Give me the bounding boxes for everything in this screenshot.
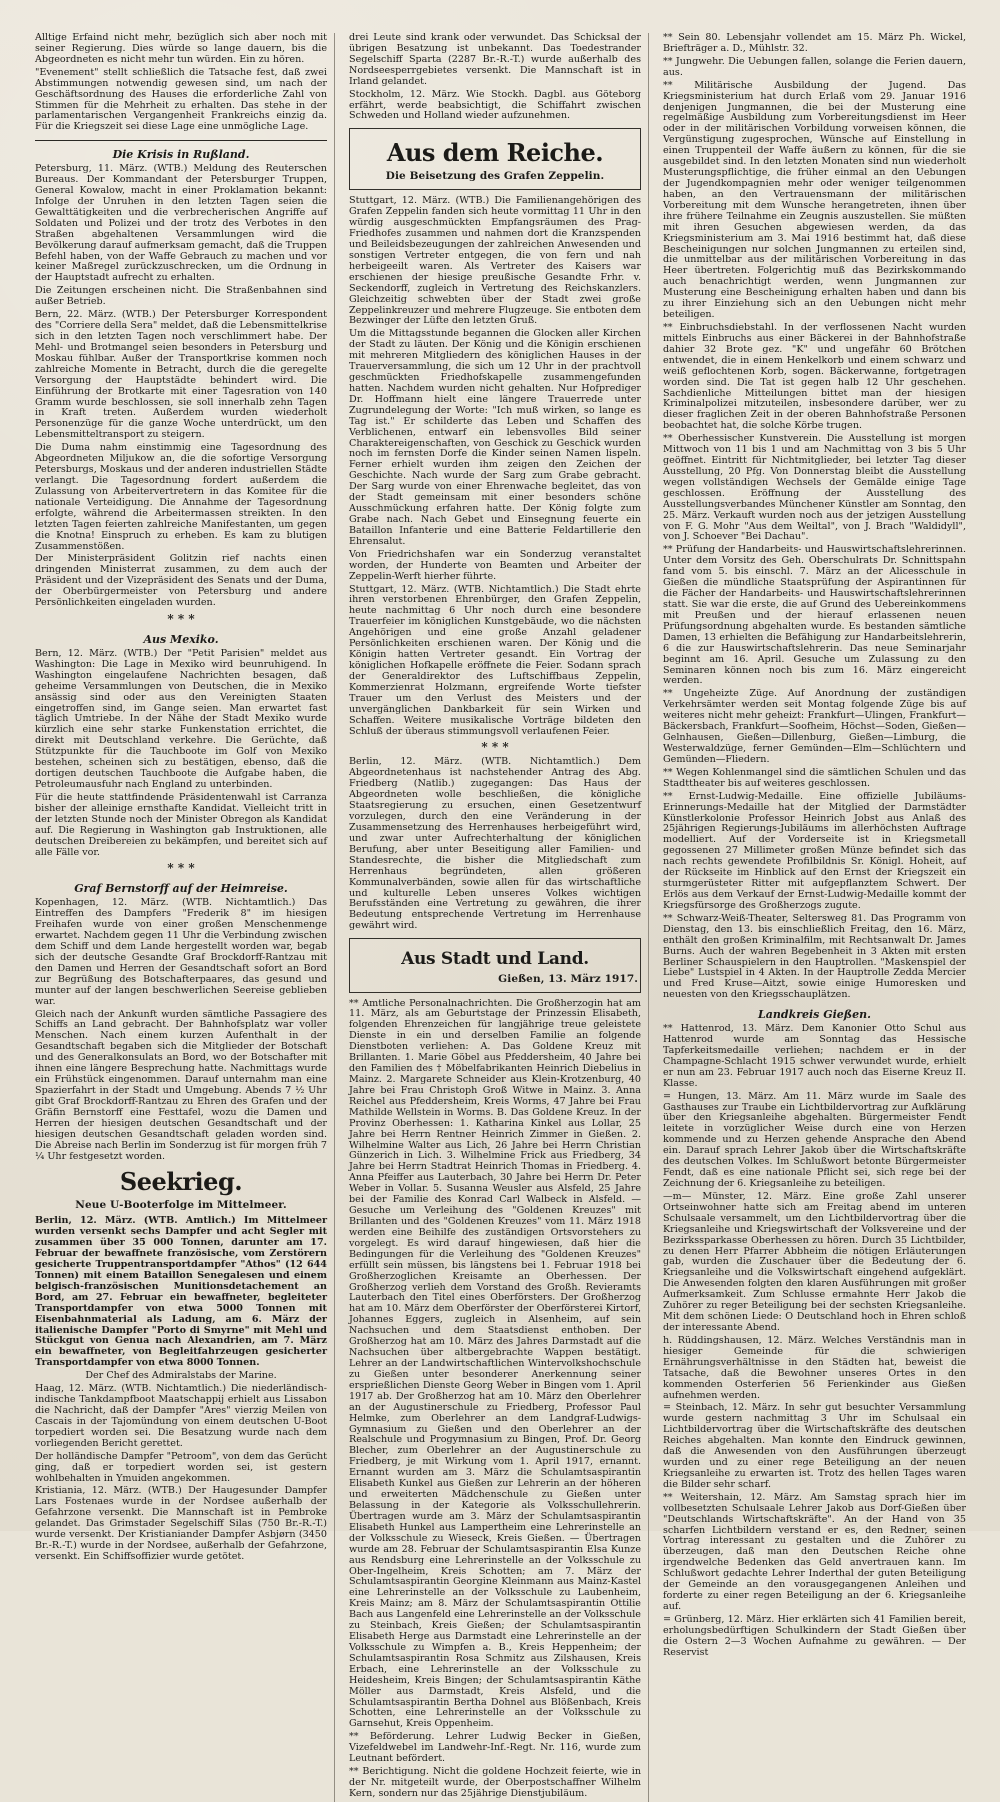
article-text: ** Ernst-Ludwig-Medaille. Eine offizielle Jubiläums-Erinnerungs-Medaille hat der Mitglied der Darmstädter Künstlerkolonie Professor Heinrich Jobst aus Anlaß des 25jährigen Regierungs-Jubiläums im allerhöchsten Auftrage modelliert. Auf der Vorderseite ist in Kriegsmetall gegossenen 27 Millimeter großen Münze befindet sich das nach rechts gewendete Profilbildnis Sr. Königl. Hoheit, auf der Rückseite im Hinblick auf den Ernst der Kriegszeit ein sturmgerüsteter Ritter mit aufgepflanztem Schwert. Der Erlös aus dem Verkauf der Ernst-Ludwig-Medaille kommt der Kriegsfürsorge des Großherzogs zugute.: [663, 790, 966, 911]
article-text: Der Chef des Admiralstabs der Marine.: [85, 1370, 277, 1382]
article-text: Stuttgart, 12. März. (WTB. Nichtamtlich.) Die Stadt ehrte ihren verstorbenen Ehrenbürger, den Grafen Zeppelin, heute nachmittag 6 Uhr noch durch eine besondere Trauerfeier im königlichen Kunstgebäude, wo die nächsten Angehörigen und eine große Anzahl geladener Persönlichkeiten erschienen waren. Der König und die Königin hatten Vertreter gesandt. Ein Vortrag der königlichen Hofkapelle eröffnete die Feier. Sodann sprach der Generaldirektor des Luftschiffbaus Zeppelin, Kommerzienrat Holzmann, ergreifende Worte tiefster Trauer um den Verlust des Meisters und der unvergänglichen Dankbarkeit für sein Wirken und Schaffen. Weitere musikalische Vorträge bildeten den Schluß der überaus stimmungsvoll verlaufenen Feier.: [349, 583, 641, 737]
newspaper-columns: [35, 32, 972, 1799]
article-text: Haag, 12. März. (WTB. Nichtamtlich.) Die niederländisch-indische Tankdampfboot Maatschappij erhielt aus Lissabon die Nachricht, daß der Dampfer "Ares" vierzig Meilen von Cascais in der Tajomündung von einem deutschen U-Boot torpediert worden sei. Die Besatzung wurde nach dem vorliegenden Bericht gerettet.: [35, 1383, 327, 1449]
right-column: [663, 33, 966, 1802]
section-heading: Die Krisis in Rußland.: [112, 148, 250, 162]
stars-separator: * * *: [167, 612, 195, 627]
article-text: Gleich nach der Ankunft wurden sämtliche Passagiere des Schiffs an Land gebracht. Der Bahnhofsplatz war voller Menschen. Nach einem kurzen Aufenthalt in der Gesandtschaft begaben sich die Mitglieder der Botschaft und des Generalkonsulats an Bord, wo der Botschafter mit ihnen eine längere Besprechung hatte. Nachmittags wurde ein Frühstück eingenommen. Darauf unternahm man eine Spazierfahrt in der Stadt und Umgebung. Abends 7 ½ Uhr gibt Graf Brockdorff-Rantzau zu Ehren des Grafen und der Gräfin Bernstorff eine Festtafel, wozu die Damen und Herren der hiesigen deutschen Gesandtschaft und der hiesigen deutschen Gesandtschaft geladen worden sind. Die Abreise nach Berlin im Sonderzug ist für morgen früh 7 ¼ Uhr festgesetzt worden.: [35, 1008, 327, 1162]
article-text: ** Sein 80. Lebensjahr vollendet am 15. März Ph. Wickel, Briefträger a. D., Mühlstr. 32.: [663, 32, 966, 54]
section-heading: Graf Bernstorff auf der Heimreise.: [74, 882, 288, 896]
article-text: ** Hattenrod, 13. März. Dem Kanonier Otto Schul aus Hattenrod wurde am Sonntag das Hessische Tapferkeitsmedaille verliehen; nachdem er in der Champagne-Schlacht 1915 schwer verwundet wurde, erhielt er nun am 23. Februar 1917 auch noch das Eiserne Kreuz II. Klasse.: [663, 1023, 966, 1089]
article-text: ** Oberhessischer Kunstverein. Die Ausstellung ist morgen Mittwoch von 11 bis 1 und am Nachmittag von 3 bis 5 Uhr geöffnet. Eintritt für Nichtmitglieder, bei letzter Tag dieser Ausstellung, 20 Pfg. Von Donnerstag bleibt die Ausstellung wegen vollständigen Wechsels der Gemälde einige Tage geschlossen. Eröffnung der Ausstellung des Ausstellungsverbandes Münchener Künstler am Sonntag, den 25. März. Verkauft wurden noch aus der jetzigen Ausstellung von F. G. Mohr "Aus dem Weiltal", von J. Brach "Waldidyll", von J. Schoever "Bei Dachau".: [663, 433, 966, 543]
article-text: Bern, 22. März. (WTB.) Der Petersburger Korrespondent des "Corriere della Sera" meldet, daß die Lebensmittelkrise sich in den letzten Tagen noch verschlimmert habe. Der Mehl- und Brotmangel seien besonders in Petersburg und Moskau fühlbar. Außer der Transportkrise kommen noch zahlreiche Momente in Betracht, durch die die geregelte Versorgung der Hauptstädte behindert wird. Die Einführung der Brotkarte mit einer Tagesration von 140 Gramm wurde beschlossen, sie soll innerhalb zehn Tagen in Kraft treten. Außerdem wurden wiederholt Personenzüge für die ganze Woche unterdrückt, um den Lebensmitteltransport zu steigern.: [35, 309, 327, 441]
boxed-section-heading: [349, 938, 641, 992]
article-text: Um die Mittagsstunde begannen die Glocken aller Kirchen der Stadt zu läuten. Der König und die Königin erschienen mit mehreren Mitgliedern des königlichen Hauses in der Trauerversammlung, die sich um 12 Uhr in der prachtvoll geschmückten Friedhofskapelle zusammengefunden hatten. Nachdem wurden nicht gehalten. Nur Hofprediger Dr. Hoffmann hielt eine längere Trauerrede unter Zugrundelegung der Worte: "Ich muß wirken, so lange es Tag ist." Er schilderte das Leben und Schaffen des Verblichenen, entwarf ein lebensvolles Bild seiner Charaktereigenschaften, von Geschick zu Geschick wurden noch im fernsten Dorfe die Kinder seinen Namen lispeln. Ferner erhielt wurden ihm zeigen den Zeichen der Geschichte. Nach wurde der Sarg zum Grabe gebracht. Der Sarg wurde von einer Ehrenwache begleitet, das von der Stadt gemeinsam mit einer besonders schöne Ausschmückung erfahren hatte. Der König folgte zum Grabe nach. Nach Gebet und Einsegnung feuerte ein Bataillon Infanterie und eine Batterie Feldartillerie den Ehrensalut.: [349, 328, 641, 547]
article-text: Stuttgart, 12. März. (WTB.) Die Familienangehörigen des Grafen Zeppelin fanden sich heute vormittag 11 Uhr in den würdig ausgeschmückten Empfangsräumen des Prag-Friedhofes zusammen und nahmen dort die Kranzspenden und Beileidsbezeugungen der zahlreichen Anwesenden und sonstigen Vertreter entgegen, die von fern und nah herbeigeeilt waren. Als Vertreter des Kaisers war erschienen der hiesige preußische Gesandte Frhr. v. Seckendorff, zugleich in Vertretung des Reichskanzlers. Gleichzeitig schwebten über der Stadt zwei große Zeppelinkreuzer und mehrere Flugzeuge. Sie entboten dem Bezwinger der Lüfte den letzten Gruß.: [349, 195, 641, 327]
article-text: ** Ungeheizte Züge. Auf Anordnung der zuständigen Verkehrsämter werden seit Montag folgende Züge bis auf weiteres nicht mehr geheizt: Frankfurt—Ulingen, Frankfurt—Bäckersbach, Frankfurt—Soofheim, Höchst—Soden, Gießen—Gelnhausen, Gießen—Dillenburg, Gießen—Limburg, die Westerwaldzüge, ferner Gemünden—Elm—Schlüchtern und Gemünden—Fliedern.: [663, 688, 966, 765]
article-text: = Steinbach, 12. März. In sehr gut besuchter Versammlung wurde gestern nachmittag 3 Uhr im Schulsaal ein Lichtbildervortrag über die Wirtschaftskräfte des deutschen Reiches abgehalten. Man konnte den Eindruck gewinnen, daß die Anwesenden von den Ausführungen überzeugt wurden und zu einer rege Beteiligung an der neuen Kriegsanleihe zu erwarten ist. Trotz des hellen Tages waren die Bilder sehr scharf.: [663, 1402, 966, 1490]
section-heading: Seekrieg.: [119, 1167, 243, 1197]
section-heading: Aus dem Reiche.: [386, 138, 604, 168]
section-heading: Aus Stadt und Land.: [401, 949, 589, 970]
stars-separator: * * *: [481, 740, 509, 755]
article-text: Kopenhagen, 12. März. (WTB. Nichtamtlich.) Das Eintreffen des Dampfers "Frederik 8" im hiesigen Freihafen wurde von einer großen Menschenmenge erwartet. Nachdem gegen 11 Uhr die Verbindung zwischen dem Schiff und dem Lande hergestellt worden war, begab sich der deutsche Gesandte Graf Brockdorff-Rantzau mit den Damen und Herren der Gesandtschaft sofort an Bord zur Begrüßung des Botschafterpaares, das gesund und munter auf der langen beschwerlichen Seereise geblieben war.: [35, 897, 327, 1007]
article-text: h. Rüddingshausen, 12. März. Welches Verständnis man in hiesiger Gemeinde für die schwierigen Ernährungsverhältnisse in den Städten hat, beweist die Tatsache, daß die Bewohner unseres Ortes in den kommenden Osterferien 56 Ferienkinder aus Gießen aufnehmen werden.: [663, 1334, 966, 1401]
article-text: ** Jungwehr. Die Uebungen fallen, solange die Ferien dauern, aus.: [663, 55, 966, 78]
article-text: "Evenement" stellt schließlich die Tatsache fest, daß zwei Abstimmungen notwendig gewesen sind, um nach der Geschäftsordnung des Hauses die erforderliche Zahl von Stimmen für die Mehrheit zu erhalten. Das stehe in der parlamentarischen Vergangenheit Frankreichs einzig da. Für die Kriegszeit sei diese Lage eine unmögliche Lage.: [35, 66, 327, 133]
article-text: ** Amtliche Personalnachrichten. Die Großherzogin hat am 11. März, als am Geburtstage der Prinzessin Elisabeth, folgenden Ehrenzeichen für langjährige treue geleistete Dienste in ein und derselben Familie an folgende Dienstboten verliehen: A. Das Goldene Kreuz mit Brillanten. 1. Marie Göbel aus Pfeddersheim, 40 Jahre bei den Familien des † Möbelfabrikanten Heinrich Diebelius in Mainz. 2. Margarete Schneider aus Klein-Krotzenburg, 40 Jahre bei Frau Christoph Groß Witwe in Mainz. 3. Anna Reichel aus Pfeddersheim, Kreis Worms, 47 Jahre bei Frau Mathilde Wellstein in Worms. B. Das Goldene Kreuz. In der Provinz Oberhessen: 1. Katharina Kinkel aus Lollar, 25 Jahre bei Herrn Rentner Heinrich Zimmer in Gießen. 2. Wilhelmine Walter aus Lich, 26 Jahre bei Herrn Christian Günzerich in Lich. 3. Wilhelmine Frick aus Friedberg, 34 Jahre bei Herrn Stadtrat Heinrich Thomas in Friedberg. 4. Anna Pfeiffer aus Lauterbach, 30 Jahre bei Herrn Dr. Peter Weber in Vollar. 5. Susanna Weusler aus Alsfeld, 25 Jahre bei der Familie des Konrad Carl Walbeck in Alsfeld. — Gesuche um Verleihung des "Goldenen Kreuzes" mit Brillanten und des "Goldenen Kreuzes" vom 11. März 1918 werden eine Beihilfe des zuständigen Ortsvorstehers zu vorgelegt. Es wird darauf hingewiesen, daß hier die Bedingungen für die Verleihung des "Goldenen Kreuzes" erfüllt sein müssen, bis längstens bei 1. Februar 1918 bei Großherzoglichen Kreisamte an Oberhessen. Der Großherzog verlieh dem Vorstand des Großh. Revieramts Lauterbach den Titel eines Oberförsters. Der Großherzog hat am 10. März dem Oberförster der Oberförsterei Kirtorf, Johannes Eggers, zugleich in Alsenheim, auf sein Nachsuchen und dem Staatsdienst enthoben. Der Großherzog hat am 10. März des Jahres Darmstadt auf die Nachsuchen über altbergebrachte Wappen bestätigt. Lehrer an der Landwirtschaftlichen Wintervolkshochschule zu Gießen unter besonderer Anerkennung seiner ersprießlichen Dienste Georg Weber in Bingen vom 1. April 1917 ab. Der Großherzog hat am 10. März den Oberlehrer an der Augustinerschule zu Friedberg, Professor Paul Helmke, zum Oberlehrer an dem Landgraf-Ludwigs-Gymnasium zu Gießen und den Oberlehrer an der Realschule und Progymnasium zu Bingen, Prof. Dr. Georg Blecher, zum Oberlehrer an der Augustinerschule zu Friedberg, je mit Wirkung vom 1. April 1917, ernannt. Ernannt wurden am 3. März die Schulamtsaspirantin Elisabeth Kunkel aus Gießen zur Lehrerin an der höheren und erweiterten Mädchenschule zu Gießen unter Belassung in der Kategorie als Volksschullehrerin. Übertragen wurde am 3. März der Schulamtsaspirantin Elisabeth Hunkel aus Lampertheim eine Lehrerinstelle an der Volksschule zu Wieseck, Kreis Gießen. — Übertragen wurde am 28. Februar der Schulamtsaspirantin Elsa Kunze aus Rendsburg eine Lehrerinstelle an der Volksschule zu Ober-Ingelheim, Kreis Schotten; am 7. März der Schulamtsaspirantin Georgine Kleinmann aus Mainz-Kastel eine Lehrerinstelle an der Volksschule zu Laubenheim, Kreis Mainz; am 8. März der Schulamtsaspirantin Ottilie Bach aus Langenfeld eine Lehrerinstelle an der Volksschule zu Steinbach, Kreis Gießen; der Schulamtsaspirantin Elisabeth Herge aus Darmstadt eine Lehrerinstelle an der Volksschule zu Wimpfen a. B., Kreis Heppenheim; der Schulamtsaspirantin Rosa Schmitz aus Zilshausen, Kreis Erbach, eine Lehrerinstelle an der Volksschule zu Heidesheim, Kreis Bingen; der Schulamtsaspirantin Käthe Möller aus Darmstadt, Kreis Alsfeld, und die Schulamtsaspirantin Bertha Dohnel aus Blößenbach, Kreis Schotten, eine Lehrerinstelle an der Volksschule zu Garnsehut, Kreis Oppenheim.: [349, 997, 641, 1730]
article-text: = Grünberg, 12. März. Hier erklärten sich 41 Familien bereit, erholungsbedürftigen Schulkindern der Stadt Gießen über die Ostern 2—3 Wochen Aufnahme zu gewähren. — Der Reservist: [663, 1613, 966, 1658]
boxed-section-heading: [349, 128, 641, 190]
left-column: [35, 33, 335, 1802]
article-text: = Hungen, 13. März. Am 11. März wurde im Saale des Gasthauses zur Traube ein Lichtbildervortrag zur Aufklärung über den Kriegsanleihe abgehalten. Bürgermeister Fendt leitete in vorzüglicher Weise durch eine von Herzen kommende und zu Herzen gehende Ansprache den Abend ein. Darauf sprach Lehrer Jakob über die Wirtschaftskräfte des deutschen Volkes. Im Schlußwort betonte Bürgermeister Fendt, daß es eine nationale Pflicht sei, sich rege bei der Zeichnung der 6. Kriegsanleihe zu beteiligen.: [663, 1090, 966, 1189]
article-text: Der holländische Dampfer "Petroom", von dem das Gerücht ging, daß er torpediert worden sei, ist gestern wohlbehalten in Ymuiden angekommen.: [35, 1450, 327, 1484]
article-text: ** Weitershain, 12. März. Am Samstag sprach hier im vollbesetzten Schulsaale Lehrer Jakob aus Dorf-Gießen über "Deutschlands Wirtschaftskräfte". An der Hand von 35 scharfen Lichtbildern verstand er es, den Redner, seinen Vortrag interessant zu gestalten und die Zuhörer zu überzeugen, daß man den Deutschen Reiche ohne irgendwelche Bedenken das Geld anvertrauen kann. Im Schlußwort gedachte Lehrer Inderthal der guten Beteiligung der Gemeinde an den vorausgegangenen Anleihen und forderte zu einer regen Beteiligung an der 6. Kriegsanleihe auf.: [663, 1491, 966, 1613]
article-text: ** Militärische Ausbildung der Jugend. Das Kriegsministerium hat durch Erlaß vom 29. Januar 1916 denjenigen Jungmannen, die bei der Musterung eine regelmäßige Ausbildung zum Vorbereitungsdienst im Heer oder in der militärischen Vorbildung vorweisen können, die Vergünstigung zugesprochen, Wünsche auf Einstellung in einen Truppenteil der Waffe äußern zu können, für die sie ausgebildet sind. In den letzten Monaten sind nun wiederholt Musterungspflichtige, die früher einmal an den Uebungen der Jugendkompagnien mehr oder weniger teilgenommen haben, an den Vertrauensmann der militärischen Vorbereitung mit dem Wunsche herangetreten, ihnen über ihre frühere Teilnahme ein Zeugnis auszustellen. Sie müßten mit ihren Gesuchen abgewiesen werden, da das Kriegsministerium am 3. Mai 1916 bestimmt hat, daß diese Bescheinigungen nur solchen Jungmannen zu erteilen sind, die unmittelbar aus der militärischen Vorbereitung in das Heer übertreten. Folgerichtig muß das Bezirkskommando auch benachrichtigt werden, wenn Jungmannen zur Musterung eine Bescheinigung erhalten haben und dann bis zu ihrer Einziehung sich an den Uebungen nicht mehr beteiligen.: [663, 79, 966, 321]
article-text: —m— Münster, 12. März. Eine große Zahl unserer Ortseinwohner hatte sich am Freitag abend im unteren Schulsaale versammelt, um den Lichtbildervortrag über die Kriegsanleihe und Kriegswirtschaft der Volksvereine und der Bezirkssparkasse Oberhessen zu hören. Durch 35 Lichtbilder, zu denen Herr Pfarrer Abbheim die nötigen Erläuterungen gab, wurden die Zuschauer über die Bedeutung der 6. Kriegsanleihe und die Volkswirtschaft eingehend aufgeklärt. Die Anwesenden folgten den klaren Ausführungen mit großer Aufmerksamkeit. Zum Schlusse ermahnte Herr Jakob die Zuhörer zu reger Beteiligung bei der sechsten Kriegsanleihe. Mit dem schönen Liede: O Deutschland hoch in Ehren schloß der interessante Abend.: [663, 1190, 966, 1333]
subheading: Die Beisetzung des Grafen Zeppelin.: [385, 170, 605, 183]
article-text: Kristiania, 12. März. (WTB.) Der Haugesunder Dampfer Lars Fostenaes wurde in der Nordsee außerhalb der Gefahrzone versenkt. Die Mannschaft ist in Pembroke gelandet. Das Grimstader Segelschiff Silas (750 Br.-R.-T.) wurde versenkt. Der Kristianiander Dampfer Asbjørn (3450 Br.-R.-T.) wurde in der Nordsee, außerhalb der Gefahrzone, versenkt. Ein Schiffsoffizier wurde getötet.: [35, 1485, 327, 1562]
article-text: Alltige Erfaind nicht mehr, bezüglich sich aber noch mit seiner Regierung. Dies würde so lange dauern, bis die Abgeordneten es nicht mehr tun würden. Ein zu hören.: [35, 32, 327, 65]
article-text: Petersburg, 11. März. (WTB.) Meldung des Reuterschen Bureaus. Der Kommandant der Petersburger Truppen, General Kowalow, macht in einer Proklamation bekannt: Infolge der Unruhen in den letzten Tagen seien die Gewalttätigkeiten und die verbrecherischen Angriffe auf Soldaten und Polizei und der trotz des Verbotes in den Straßen abgehaltenen Versammlungen wird die Bevölkerung darauf aufmerksam gemacht, daß die Truppen Befehl haben, von der Waffe Gebrauch zu machen und vor keiner Maßregel zurückzuschrecken, um die Ordnung in der Hauptstadt aufrecht zu erhalten.: [35, 163, 327, 284]
article-text: ** Wegen Kohlenmangel sind die sämtlichen Schulen und das Stadttheater bis auf weiteres geschlossen.: [663, 766, 966, 789]
article-text: ** Prüfung der Handarbeits- und Hauswirtschaftslehrerinnen. Unter dem Vorsitz des Geh. Oberschulrats Dr. Schnittspahn fand vom 5. bis einschl. 7. März an der Alicesschule in Gießen die mündliche Staatsprüfung der Aspirantinnen für die Fächer der Handarbeits- und Hauswirtschaftslehrerinnen statt. Sie war die erste, die auf Grund des Uebereinkommens mit Preußen und der hierauf erlassenen neuen Prüfungsordnung abgehalten wurde. Es bestanden sämtliche Damen, 13 erhielten die Befähigung zur Handarbeitslehrerin, 6 die zur Hauswirtschaftslehrerin. Das neue Seminarjahr beginnt am 16. April. Gesuche um Zulassung zu den Seminaren können noch bis zum 16. März eingereicht werden.: [663, 544, 966, 687]
article-text: Stockholm, 12. März. Wie Stockh. Dagbl. aus Göteborg erfährt, werde beabsichtigt, die Schiffahrt zwischen Schweden und Holland wieder aufzunehmen.: [349, 88, 641, 122]
article-text: Für die heute stattfindende Präsidentenwahl ist Carranza bisher der alleinige ernsthafte Kandidat. Vielleicht tritt in der letzten Stunde noch der Minister Obregon als Kandidat auf. Die Regierung in Washington gab Instruktionen, alle deutschen Dreibereien zu bekämpfen, und bereitet sich auf alle Fälle vor.: [35, 791, 327, 858]
article-text: ** Einbruchsdiebstahl. In der verflossenen Nacht wurden mittels Einbruchs aus einer Bäckerei in der Bahnhofstraße dahier 32 Brote gez. "K" und ungefähr 60 Brötchen entwendet, die in einem Henkelkorb und einem schwarz und weiß geflochtenen Korb, sogen. Bäckerwanne, fortgetragen worden sind. Die Tat ist gegen halb 12 Uhr geschehen. Sachdienliche Mitteilungen bittet man der hiesigen Kriminalpolizei mitzuteilen, insbesondere darüber, wer zu dieser fraglichen Zeit in der oberen Bahnhofstraße Personen beobachtet hat, die solche Körbe trugen.: [663, 321, 966, 432]
article-text: ** Schwarz-Weiß-Theater, Seltersweg 81. Das Programm von Dienstag, den 13. bis einschließlich Freitag, den 16. März, enthält den großen Kriminalfilm, mit Rechtsanwalt Dr. James Burns. Auch der wahren Begebenheit in 3 Akten mit ersten Berliner Schauspielern in den Hauptrollen. "Maskenspiel der Liebe" Lustspiel in 4 Akten. In der Hauptrolle Zedda Mercier und Fred Kruse—Aitzt, sowie einige Humoresken und neuesten von den Kriegsschauplätzen.: [663, 912, 966, 1001]
article-text: ** Berichtigung. Nicht die goldene Hochzeit feierte, wie in der Nr. mitgeteilt wurde, der Oberpostschaffner Wilhelm Kern, sondern nur das 25jährige Dienstjubiläum.: [349, 1766, 641, 1799]
article-text: Bern, 12. März. (WTB.) Der "Petit Parisien" meldet aus Washington: Die Lage in Mexiko wird beunruhigend. In Washington eingelaufene Nachrichten besagen, daß geheime Versammlungen von Deutschen, die in Mexiko ansässig sind oder aus den Vereinigten Staaten eingetroffen sind, im Gange seien. Man erwartet fast täglich Umtriebe. In der Nähe der Stadt Mexiko wurde kürzlich eine sehr starke Funkenstation errichtet, die direkt mit Deutschland verkehre. Die Gerüchte, daß Stützpunkte für die Tauchboote im Golf von Mexiko bestehen, scheinen sich zu bestätigen, ebenso, daß die dortigen deutschen Tauchboote die Aufgabe haben, die Petroleumausfuhr nach England zu unterbinden.: [35, 647, 327, 790]
article-text: Berlin, 12. März. (WTB. Amtlich.) Im Mittelmeer wurden versenkt sechs Dampfer und acht Segler mit zusammen über 35 000 Tonnen, darunter am 17. Februar der bewaffnete französische, vom Zerstörern gesicherte Truppentransportdampfer "Athos" (12 644 Tonnen) mit einem Bataillon Senegalesen und einem belgisch-französischen Munitionsdetachement an Bord, am 27. Februar ein bewaffneter, begleiteter Transportdampfer von etwa 5000 Tonnen mit Eisenbahnmaterial als Ladung, am 6. März der italienische Dampfer "Porto di Smyrne" mit Mehl und Stückgut von Genua nach Alexandrien, am 7. März ein bewaffneter, von Begleitfahrzeugen gesicherter Transportdampfer von etwa 8000 Tonnen.: [35, 1215, 327, 1369]
section-heading: Landkreis Gießen.: [758, 1008, 871, 1022]
article-text: Von Friedrichshafen war ein Sonderzug veranstaltet worden, der Hunderte von Beamten und Arbeiter der Zeppelin-Werft hierher führte.: [349, 548, 641, 582]
article-text: Die Duma nahm einstimmig eine Tagesordnung des Abgeordneten Miljukow an, die die sofortige Versorgung Petersburgs, Moskaus und der anderen industriellen Städte verlangt. Die Tagesordnung fordert außerdem die Zulassung von Arbeitervertretern in das Komitee für die nationale Verteidigung. Die Annahme der Tagesordnung erfolgte, während die Arbeitermassen streikten. In den letzten Tagen feierten zahlreiche Manifestanten, um gegen die Knotna! Einspruch zu erheben. Es kam zu blutigen Zusammenstößen.: [35, 442, 327, 552]
article-text: drei Leute sind krank oder verwundet. Das Schicksal der übrigen Besatzung ist unbekannt. Das Toedestrander Segelschiff Sparta (2287 Br.-R.-T.) wurde außerhalb des Nordseesperrgebietes versenkt. Die Mannschaft ist in Irland gelandet.: [349, 32, 641, 87]
dateline: Gießen, 13. März 1917.: [498, 972, 638, 985]
section-heading: Aus Mexiko.: [143, 633, 219, 647]
article-text: Der Ministerpräsident Golitzin rief nachts einen dringenden Ministerrat zusammen, zu dem auch der Präsident und der Vizepräsident des Senats und der Duma, der Oberbürgermeister von Petersburg und andere Persönlichkeiten eingeladen wurden.: [35, 553, 327, 609]
middle-column: [349, 33, 649, 1802]
section-divider: [35, 140, 327, 141]
article-text: ** Beförderung. Lehrer Ludwig Becker in Gießen, Vizefeldwebel im Landwehr-Inf.-Regt. Nr. 116, wurde zum Leutnant befördert.: [349, 1731, 641, 1765]
stars-separator: * * *: [167, 861, 195, 876]
article-text: Die Zeitungen erscheinen nicht. Die Straßenbahnen sind außer Betrieb.: [35, 285, 327, 308]
subheading: Neue U-Booterfolge im Mittelmeer.: [75, 1199, 287, 1212]
article-text: Berlin, 12. März. (WTB. Nichtamtlich.) Dem Abgeordnetenhaus ist nachstehender Antrag des Abg. Friedberg (Natlib.) zugegangen: Das Haus der Abgeordneten wolle beschließen, die königliche Staatsregierung zu ersuchen, einen Gesetzentwurf vorzulegen, durch den eine Veränderung in der Zusammensetzung des Herrenhauses herbeigeführt wird, und zwar unter Aufrechterhaltung der königlichen Berufung, aber unter Beseitigung aller Familien- und Standesrechte, die bisher die Mitgliedschaft zum Herrenhaus begründeten, allen größeren Kommunalverbänden, sowie allen für das wirtschaftliche und kulturelle Leben unseres Volkes wichtigen Berufsständen eine Vertretung zu gewähren, die ihrer Bedeutung entsprechende Vertretung im Herrenhause gewährt wird.: [349, 756, 641, 932]
